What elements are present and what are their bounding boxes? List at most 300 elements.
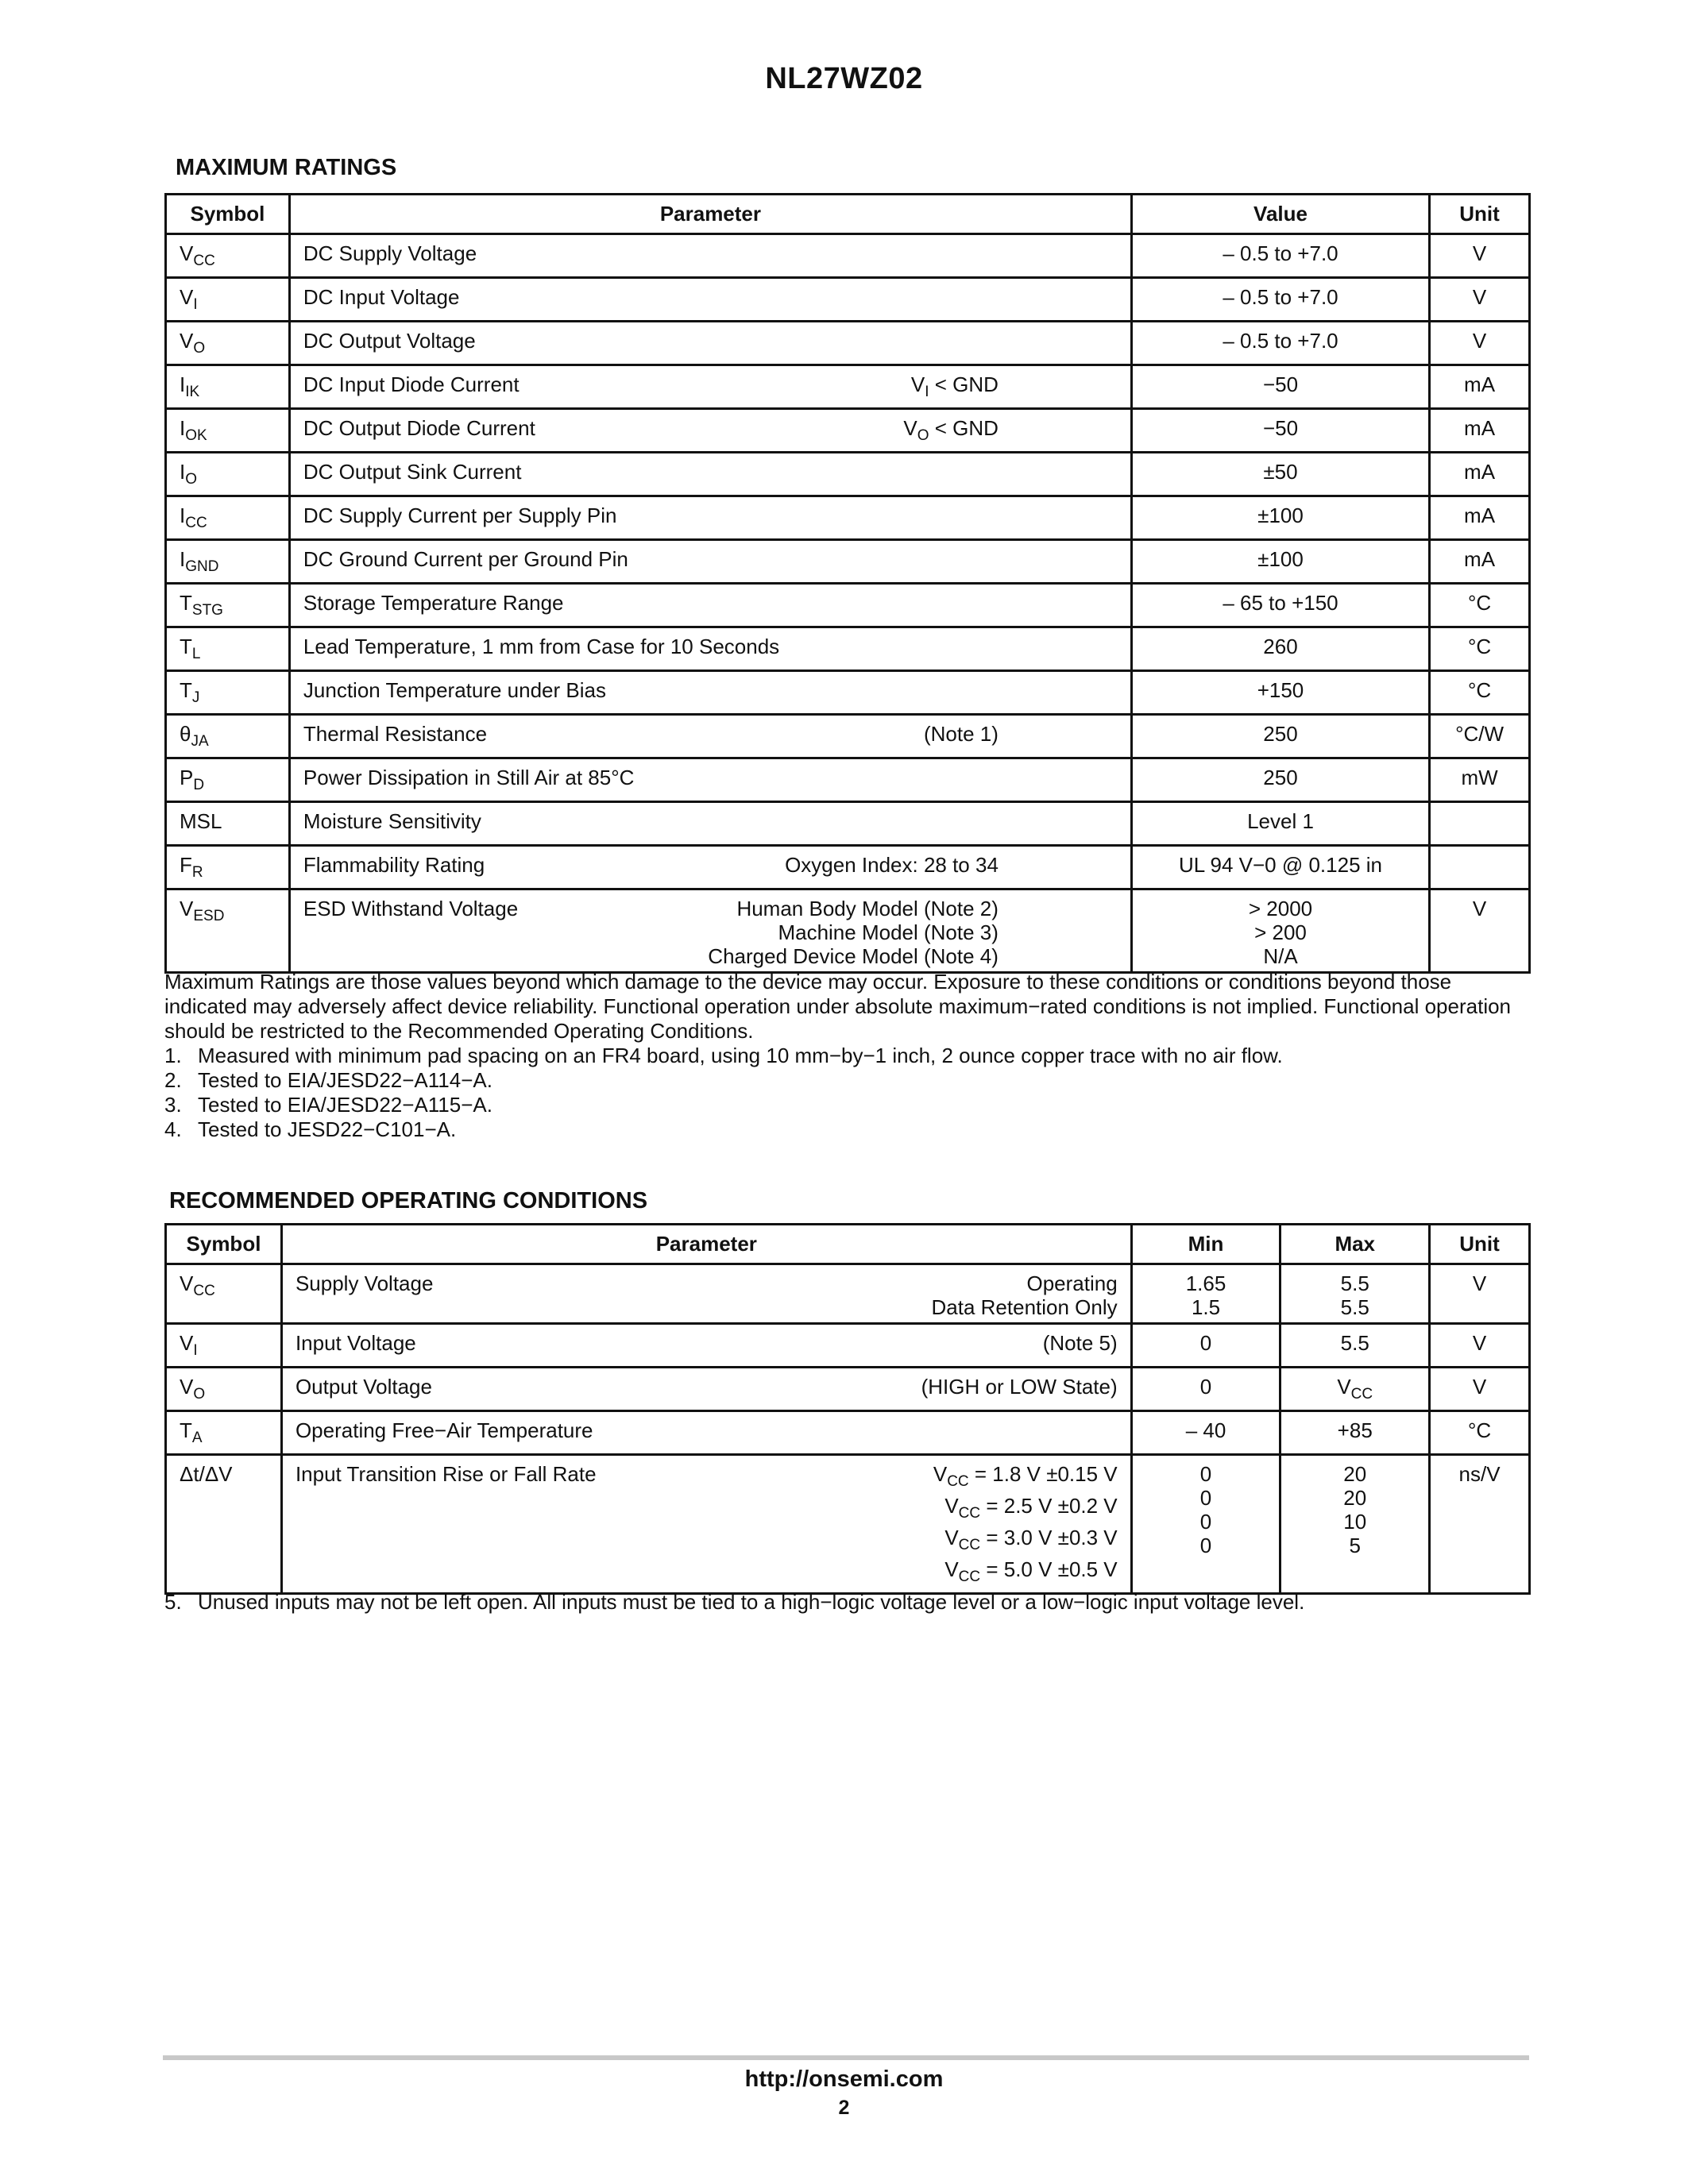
condition-subscript: I bbox=[925, 384, 929, 400]
parameter-content bbox=[303, 766, 1118, 789]
symbol-cell bbox=[166, 758, 290, 802]
value-cell: – 65 to +150 bbox=[1131, 584, 1429, 627]
table-row bbox=[166, 540, 1530, 584]
rec-conditions-notes bbox=[164, 1590, 1531, 1615]
parameter-cell bbox=[289, 540, 1131, 584]
symbol-subscript: OK bbox=[185, 427, 207, 444]
value-cell: – 0.5 to +7.0 bbox=[1131, 234, 1429, 278]
symbol-subscript: GND bbox=[185, 558, 219, 575]
symbol-base: T bbox=[180, 1418, 192, 1442]
value-cell: −50 bbox=[1131, 409, 1429, 453]
parameter-cell bbox=[289, 584, 1131, 627]
parameter-content bbox=[303, 809, 1118, 833]
parameter-content bbox=[303, 722, 1118, 746]
value-cell: – 0.5 to +7.0 bbox=[1131, 278, 1429, 322]
parameter-cell bbox=[289, 758, 1131, 802]
column-header: Symbol bbox=[166, 1225, 282, 1264]
footnote-text: Tested to JESD22−C101−A. bbox=[198, 1117, 457, 1141]
parameter-cell bbox=[289, 846, 1131, 889]
table-header-row bbox=[166, 195, 1530, 234]
symbol-subscript: ESD bbox=[193, 908, 225, 924]
symbol-subscript: I bbox=[193, 296, 198, 313]
symbol-subscript: R bbox=[191, 864, 203, 881]
value-cell: ±100 bbox=[1131, 496, 1429, 540]
max-line: 5.5 bbox=[1340, 1295, 1369, 1319]
symbol-subscript: STG bbox=[191, 602, 223, 619]
condition-text: (Note 1) bbox=[924, 722, 999, 746]
table-row bbox=[166, 584, 1530, 627]
parameter-name: DC Output Sink Current bbox=[303, 460, 522, 484]
symbol-subscript: CC bbox=[193, 1283, 215, 1299]
condition-line bbox=[933, 1526, 1118, 1557]
symbol-subscript: D bbox=[193, 777, 205, 793]
table-row bbox=[166, 846, 1530, 889]
condition-subscript: CC bbox=[958, 1537, 981, 1553]
value-cell: 260 bbox=[1131, 627, 1429, 671]
min-cell bbox=[1131, 1455, 1280, 1594]
parameter-condition bbox=[1043, 1331, 1118, 1355]
footnote bbox=[164, 1068, 1531, 1093]
min-cell bbox=[1131, 1368, 1280, 1411]
footnote bbox=[164, 1117, 1531, 1142]
symbol bbox=[180, 1271, 215, 1299]
symbol bbox=[180, 372, 200, 400]
footnote bbox=[164, 1590, 1531, 1615]
column-header: Symbol bbox=[166, 195, 290, 234]
footer-divider bbox=[163, 2055, 1529, 2060]
parameter-name: DC Supply Current per Supply Pin bbox=[303, 504, 617, 527]
symbol bbox=[1337, 1375, 1373, 1403]
parameter-name: Operating Free−Air Temperature bbox=[295, 1418, 593, 1442]
footnote-number: 2. bbox=[164, 1068, 182, 1092]
column-header: Parameter bbox=[281, 1225, 1131, 1264]
value-cell: ±100 bbox=[1131, 540, 1429, 584]
parameter-content bbox=[303, 547, 1118, 571]
unit-cell: V bbox=[1430, 1264, 1530, 1324]
symbol bbox=[180, 1375, 206, 1403]
symbol-base: V bbox=[180, 1331, 194, 1355]
parameter-name: Input Transition Rise or Fall Rate bbox=[295, 1462, 597, 1486]
rec-conditions-title: RECOMMENDED OPERATING CONDITIONS bbox=[169, 1188, 648, 1214]
parameter-name: DC Supply Voltage bbox=[303, 241, 477, 265]
parameter-cell bbox=[289, 365, 1131, 409]
max-line: 20 bbox=[1343, 1486, 1367, 1510]
unit-cell: mA bbox=[1430, 365, 1530, 409]
parameter-content bbox=[303, 504, 1118, 527]
symbol bbox=[180, 853, 203, 881]
condition-line: Operating bbox=[1026, 1271, 1118, 1295]
condition-line: Data Retention Only bbox=[931, 1295, 1118, 1319]
symbol-cell bbox=[166, 365, 290, 409]
max-line: +85 bbox=[1337, 1418, 1373, 1442]
symbol-base: V bbox=[180, 1271, 194, 1295]
table-row bbox=[166, 409, 1530, 453]
page-number: 2 bbox=[838, 2097, 850, 2119]
symbol-subscript: A bbox=[191, 1430, 203, 1446]
max-ratings-title: MAXIMUM RATINGS bbox=[176, 155, 397, 180]
value-cell: Level 1 bbox=[1131, 802, 1429, 846]
symbol-base: I bbox=[180, 504, 186, 527]
unit-cell: V bbox=[1430, 322, 1530, 365]
condition-line: (Note 5) bbox=[1042, 1331, 1118, 1355]
unit-cell: V bbox=[1430, 889, 1530, 973]
symbol-subscript: CC bbox=[185, 515, 207, 531]
parameter-cell bbox=[289, 496, 1131, 540]
table-row bbox=[166, 365, 1530, 409]
max-cell bbox=[1280, 1455, 1430, 1594]
parameter-name: Lead Temperature, 1 mm from Case for 10 Seconds bbox=[303, 635, 780, 658]
parameter-condition bbox=[921, 1375, 1118, 1399]
unit-cell: °C bbox=[1430, 584, 1530, 627]
parameter-content bbox=[303, 329, 1118, 353]
parameter-cell bbox=[281, 1324, 1131, 1368]
table-row bbox=[166, 627, 1530, 671]
symbol-subscript: O bbox=[193, 1386, 206, 1403]
condition-symbol: V bbox=[933, 1462, 948, 1486]
unit-cell: V bbox=[1430, 1324, 1530, 1368]
symbol bbox=[180, 329, 206, 357]
symbol bbox=[180, 591, 223, 619]
max-cell bbox=[1280, 1324, 1430, 1368]
table-row bbox=[166, 453, 1530, 496]
unit-cell: V bbox=[1430, 234, 1530, 278]
table-row bbox=[166, 671, 1530, 715]
parameter-content bbox=[295, 1375, 1118, 1399]
unit-cell: °C bbox=[1430, 1411, 1530, 1455]
parameter-condition bbox=[911, 372, 999, 404]
value-cell: −50 bbox=[1131, 365, 1429, 409]
min-line: 0 bbox=[1199, 1462, 1212, 1486]
symbol bbox=[180, 1331, 198, 1359]
parameter-content bbox=[303, 853, 1118, 877]
parameter-content bbox=[303, 635, 1118, 658]
parameter-content bbox=[295, 1331, 1118, 1355]
symbol-base: MSL bbox=[180, 809, 222, 833]
symbol-base: T bbox=[180, 678, 192, 702]
parameter-name: Input Voltage bbox=[295, 1331, 416, 1355]
unit-cell: mA bbox=[1430, 496, 1530, 540]
footnote bbox=[164, 1093, 1531, 1117]
column-header: Unit bbox=[1430, 1225, 1530, 1264]
symbol-base: V bbox=[180, 1375, 194, 1399]
condition-text: < GND bbox=[929, 416, 999, 440]
min-cell bbox=[1131, 1411, 1280, 1455]
notes-intro: Maximum Ratings are those values beyond which damage to the device may occur. Exposure to these conditions or conditions beyond those indicated may adversely affect device reliability. Functional operation under absolute maximum−rated conditions is not implied. Functional operation should be restricted to the Recommended Operating Conditions. bbox=[164, 970, 1512, 1043]
value-line: N/A bbox=[1263, 944, 1298, 968]
unit-cell: °C bbox=[1430, 627, 1530, 671]
condition-symbol: V bbox=[910, 372, 925, 396]
footnote bbox=[164, 1044, 1531, 1068]
unit-cell: V bbox=[1430, 1368, 1530, 1411]
symbol-cell bbox=[166, 409, 290, 453]
parameter-name: DC Input Diode Current bbox=[303, 372, 520, 396]
table-row bbox=[166, 234, 1530, 278]
table-row bbox=[166, 496, 1530, 540]
min-line: – 40 bbox=[1185, 1418, 1226, 1442]
condition-text: = 2.5 V ±0.2 V bbox=[980, 1494, 1118, 1518]
symbol bbox=[180, 1418, 203, 1446]
condition-line: Human Body Model (Note 2) bbox=[736, 897, 999, 920]
unit-cell: °C bbox=[1430, 671, 1530, 715]
symbol-subscript: O bbox=[193, 340, 206, 357]
symbol-cell bbox=[166, 846, 290, 889]
min-line: 0 bbox=[1199, 1331, 1212, 1355]
symbol-subscript: JA bbox=[191, 733, 209, 750]
parameter-name: DC Input Voltage bbox=[303, 285, 460, 309]
symbol-subscript: J bbox=[191, 689, 200, 706]
parameter-name: DC Output Voltage bbox=[303, 329, 476, 353]
condition-subscript: CC bbox=[958, 1569, 981, 1585]
parameter-condition bbox=[932, 1271, 1118, 1319]
symbol bbox=[180, 285, 198, 313]
parameter-content bbox=[303, 678, 1118, 702]
parameter-name: Junction Temperature under Bias bbox=[303, 678, 606, 702]
max-cell bbox=[1280, 1411, 1430, 1455]
parameter-content bbox=[303, 460, 1118, 484]
condition-line bbox=[933, 1494, 1118, 1526]
symbol-base: Δt/ΔV bbox=[180, 1462, 233, 1486]
parameter-content bbox=[303, 372, 1118, 404]
condition-line: (HIGH or LOW State) bbox=[921, 1375, 1118, 1399]
max-line: 10 bbox=[1343, 1510, 1367, 1534]
value-cell: 250 bbox=[1131, 758, 1429, 802]
max-line: 20 bbox=[1343, 1462, 1367, 1486]
condition-line bbox=[933, 1557, 1118, 1589]
parameter-name: Flammability Rating bbox=[303, 853, 485, 877]
min-line: 1.65 bbox=[1185, 1271, 1226, 1295]
symbol-cell bbox=[166, 540, 290, 584]
max-line: 5 bbox=[1349, 1534, 1361, 1557]
parameter-cell bbox=[289, 409, 1131, 453]
parameter-name: ESD Withstand Voltage bbox=[303, 897, 519, 920]
symbol-cell bbox=[166, 1324, 282, 1368]
max-line: 5.5 bbox=[1340, 1331, 1369, 1355]
table-row bbox=[166, 1411, 1530, 1455]
symbol bbox=[180, 678, 200, 706]
symbol-cell bbox=[166, 1264, 282, 1324]
condition-line: Machine Model (Note 3) bbox=[778, 920, 999, 944]
value-cell: ±50 bbox=[1131, 453, 1429, 496]
footnote-text: Tested to EIA/JESD22−A114−A. bbox=[198, 1068, 492, 1092]
symbol-cell bbox=[166, 715, 290, 758]
symbol-cell bbox=[166, 234, 290, 278]
parameter-content bbox=[303, 897, 1118, 968]
condition-symbol: V bbox=[944, 1526, 959, 1549]
symbol-cell bbox=[166, 1455, 282, 1594]
parameter-name: DC Ground Current per Ground Pin bbox=[303, 547, 628, 571]
symbol-subscript: I bbox=[193, 1342, 198, 1359]
max-ratings-table bbox=[164, 193, 1531, 974]
symbol-base: θ bbox=[180, 722, 191, 746]
parameter-name: Power Dissipation in Still Air at 85°C bbox=[303, 766, 635, 789]
condition-text: = 1.8 V ±0.15 V bbox=[968, 1462, 1118, 1486]
parameter-cell bbox=[281, 1264, 1131, 1324]
value-line: > 2000 bbox=[1248, 897, 1313, 920]
value-cell: +150 bbox=[1131, 671, 1429, 715]
symbol-subscript: O bbox=[185, 471, 198, 488]
symbol bbox=[180, 547, 219, 575]
table-row bbox=[166, 889, 1530, 973]
max-ratings-notes bbox=[164, 970, 1531, 1142]
parameter-content bbox=[303, 591, 1118, 615]
condition-text: = 3.0 V ±0.3 V bbox=[980, 1526, 1118, 1549]
symbol-cell bbox=[166, 496, 290, 540]
parameter-cell bbox=[289, 889, 1131, 973]
unit-cell: mA bbox=[1430, 409, 1530, 453]
parameter-condition bbox=[903, 416, 999, 448]
min-cell bbox=[1131, 1324, 1280, 1368]
column-header: Min bbox=[1131, 1225, 1280, 1264]
symbol-base: I bbox=[180, 547, 186, 571]
parameter-condition bbox=[933, 1462, 1118, 1589]
symbol-base: V bbox=[180, 285, 194, 309]
symbol-subscript: IK bbox=[185, 384, 200, 400]
column-header: Unit bbox=[1430, 195, 1530, 234]
symbol-cell bbox=[166, 671, 290, 715]
symbol-subscript: CC bbox=[1350, 1386, 1373, 1403]
table-row bbox=[166, 278, 1530, 322]
min-line: 0 bbox=[1199, 1486, 1212, 1510]
symbol-base: V bbox=[180, 897, 194, 920]
max-cell bbox=[1280, 1368, 1430, 1411]
symbol-base: I bbox=[180, 372, 186, 396]
parameter-cell bbox=[289, 715, 1131, 758]
symbol-cell bbox=[166, 627, 290, 671]
symbol-subscript: CC bbox=[193, 253, 215, 269]
parameter-name: Output Voltage bbox=[295, 1375, 432, 1399]
parameter-cell bbox=[289, 627, 1131, 671]
min-line: 1.5 bbox=[1191, 1295, 1221, 1319]
min-line: 0 bbox=[1199, 1534, 1212, 1557]
condition-symbol: V bbox=[944, 1494, 959, 1518]
symbol-base: V bbox=[1337, 1375, 1351, 1399]
symbol-base: V bbox=[180, 329, 194, 353]
unit-cell: ns/V bbox=[1430, 1455, 1530, 1594]
value-cell: UL 94 V−0 @ 0.125 in bbox=[1131, 846, 1429, 889]
condition-text: Oxygen Index: 28 to 34 bbox=[785, 853, 999, 877]
parameter-cell bbox=[281, 1411, 1131, 1455]
table-row bbox=[166, 1455, 1530, 1594]
symbol bbox=[180, 809, 222, 833]
symbol-base: F bbox=[180, 853, 192, 877]
symbol-cell bbox=[166, 322, 290, 365]
table-row bbox=[166, 1368, 1530, 1411]
table-row bbox=[166, 322, 1530, 365]
parameter-cell bbox=[289, 802, 1131, 846]
parameter-cell bbox=[289, 322, 1131, 365]
symbol-base: T bbox=[180, 635, 192, 658]
unit-cell: °C/W bbox=[1430, 715, 1530, 758]
page-title: NL27WZ02 bbox=[765, 62, 923, 95]
parameter-cell bbox=[281, 1368, 1131, 1411]
parameter-content bbox=[295, 1271, 1118, 1319]
value-cell: 250 bbox=[1131, 715, 1429, 758]
min-line: 0 bbox=[1199, 1510, 1212, 1534]
table-row bbox=[166, 1324, 1530, 1368]
footnote-text: Tested to EIA/JESD22−A115−A. bbox=[198, 1093, 492, 1117]
parameter-name: Thermal Resistance bbox=[303, 722, 488, 746]
condition-text: < GND bbox=[929, 372, 999, 396]
symbol-base: I bbox=[180, 416, 186, 440]
parameter-condition bbox=[708, 897, 999, 968]
parameter-cell bbox=[289, 278, 1131, 322]
symbol-cell bbox=[166, 453, 290, 496]
symbol-cell bbox=[166, 802, 290, 846]
unit-cell: mA bbox=[1430, 453, 1530, 496]
condition-line: Charged Device Model (Note 4) bbox=[708, 944, 999, 968]
column-header: Parameter bbox=[289, 195, 1131, 234]
symbol bbox=[180, 897, 225, 924]
symbol bbox=[180, 1462, 233, 1486]
footnote-number: 1. bbox=[164, 1044, 182, 1067]
value-cell: – 0.5 to +7.0 bbox=[1131, 322, 1429, 365]
symbol-base: I bbox=[180, 460, 186, 484]
column-header: Value bbox=[1131, 195, 1429, 234]
min-line: 0 bbox=[1199, 1375, 1212, 1399]
table-row bbox=[166, 758, 1530, 802]
table-header-row bbox=[166, 1225, 1530, 1264]
condition-line bbox=[933, 1462, 1118, 1494]
footnote-number: 3. bbox=[164, 1093, 182, 1117]
condition-subscript: CC bbox=[947, 1473, 969, 1490]
symbol-cell bbox=[166, 278, 290, 322]
parameter-content bbox=[303, 416, 1118, 448]
condition-symbol: V bbox=[944, 1557, 959, 1581]
symbol bbox=[180, 416, 207, 444]
unit-cell: V bbox=[1430, 278, 1530, 322]
footnote-number: 5. bbox=[164, 1590, 182, 1614]
parameter-cell bbox=[281, 1455, 1131, 1594]
parameter-name: Storage Temperature Range bbox=[303, 591, 564, 615]
condition-subscript: CC bbox=[958, 1505, 981, 1522]
symbol-cell bbox=[166, 1368, 282, 1411]
max-cell bbox=[1280, 1264, 1430, 1324]
condition-text: = 5.0 V ±0.5 V bbox=[980, 1557, 1118, 1581]
footnote-number: 4. bbox=[164, 1117, 182, 1141]
table-row bbox=[166, 1264, 1530, 1324]
table-row bbox=[166, 715, 1530, 758]
symbol bbox=[180, 635, 201, 662]
symbol bbox=[180, 241, 215, 269]
value-line: > 200 bbox=[1254, 920, 1307, 944]
parameter-name: Moisture Sensitivity bbox=[303, 809, 481, 833]
condition-subscript: O bbox=[917, 427, 929, 444]
symbol bbox=[180, 722, 209, 750]
rec-conditions-table bbox=[164, 1223, 1531, 1595]
symbol bbox=[180, 460, 198, 488]
parameter-content bbox=[303, 285, 1118, 309]
parameter-condition bbox=[924, 722, 999, 746]
symbol bbox=[180, 504, 207, 531]
parameter-content bbox=[303, 241, 1118, 265]
parameter-name: Supply Voltage bbox=[295, 1271, 434, 1295]
parameter-cell bbox=[289, 453, 1131, 496]
symbol-base: P bbox=[180, 766, 194, 789]
unit-cell bbox=[1430, 846, 1530, 889]
unit-cell: mW bbox=[1430, 758, 1530, 802]
parameter-name: DC Output Diode Current bbox=[303, 416, 535, 440]
symbol-subscript: L bbox=[191, 646, 201, 662]
symbol-cell bbox=[166, 584, 290, 627]
symbol-cell bbox=[166, 889, 290, 973]
parameter-content bbox=[295, 1462, 1118, 1589]
parameter-condition bbox=[785, 853, 999, 877]
value-cell bbox=[1131, 889, 1429, 973]
footnote-text: Unused inputs may not be left open. All inputs must be tied to a high−logic voltage level or a low−logic input voltage level. bbox=[198, 1590, 1305, 1614]
footnote-text: Measured with minimum pad spacing on an FR4 board, using 10 mm−by−1 inch, 2 ounce copper trace with no air flow. bbox=[198, 1044, 1283, 1067]
symbol-base: V bbox=[180, 241, 194, 265]
unit-cell: mA bbox=[1430, 540, 1530, 584]
